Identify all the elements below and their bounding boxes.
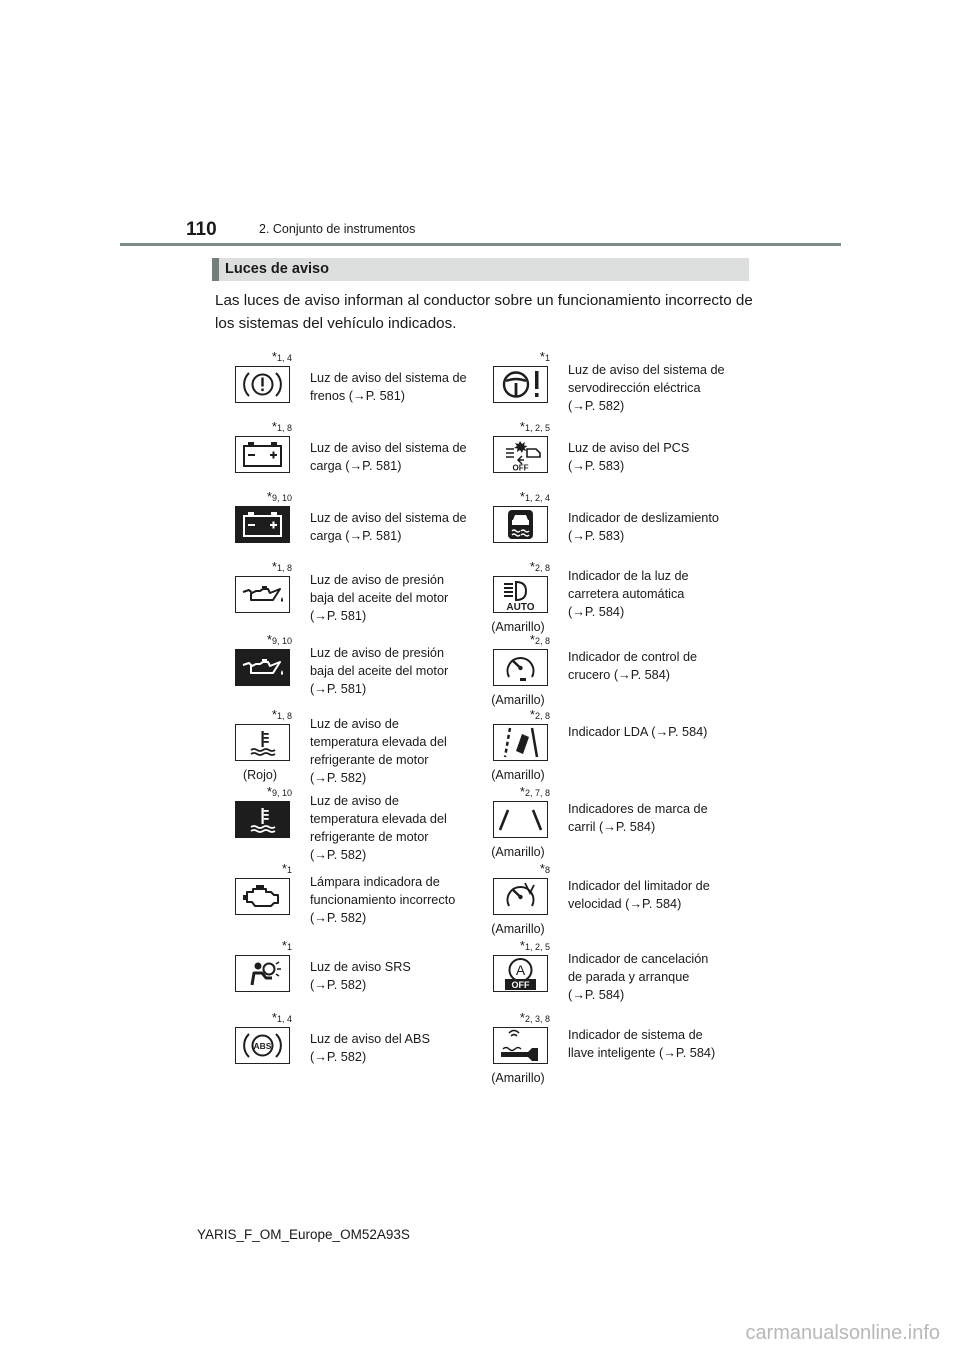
description-line: Luz de aviso del sistema de bbox=[310, 511, 467, 525]
description-line: baja del aceite del motor bbox=[310, 591, 449, 605]
warning-light-description bbox=[310, 958, 485, 994]
footnote-numbers: 1 bbox=[286, 942, 292, 952]
color-note: (Rojo) bbox=[242, 768, 278, 782]
warning-light-entry bbox=[212, 707, 472, 785]
warning-light-entry bbox=[212, 632, 472, 702]
color-note: (Amarillo) bbox=[491, 620, 545, 634]
description-line: carril (→P. 584) bbox=[568, 820, 656, 834]
description-line: Lámpara indicadora de bbox=[310, 875, 440, 889]
warning-light-description bbox=[568, 567, 743, 621]
footnote-marks bbox=[470, 1010, 550, 1025]
description-line: Indicador LDA (→P. 584) bbox=[568, 725, 708, 739]
footnote-numbers: 2, 8 bbox=[534, 711, 550, 721]
warning-light-description bbox=[568, 723, 743, 741]
section-tab bbox=[212, 258, 219, 281]
footnote-numbers: 9, 10 bbox=[271, 493, 292, 503]
description-line: Luz de aviso del PCS bbox=[568, 441, 690, 455]
description-line: temperatura elevada del bbox=[310, 812, 447, 826]
description-line: (→P. 582) bbox=[310, 911, 367, 925]
description-line: (→P. 582) bbox=[568, 399, 625, 413]
description-line: baja del aceite del motor bbox=[310, 664, 449, 678]
description-line: (→P. 582) bbox=[310, 771, 367, 785]
coolant-temperature-icon bbox=[235, 724, 290, 761]
color-note: (Amarillo) bbox=[491, 845, 545, 859]
smart-key-icon bbox=[493, 1027, 548, 1064]
footnote-star: * bbox=[519, 784, 525, 799]
footnote-marks bbox=[470, 707, 550, 722]
oil-pressure-icon bbox=[235, 649, 290, 686]
warning-light-entry bbox=[470, 559, 730, 634]
description-line: Luz de aviso del sistema de bbox=[310, 441, 467, 455]
description-line: refrigerante de motor bbox=[310, 830, 429, 844]
description-line: funcionamiento incorrecto bbox=[310, 893, 456, 907]
footnote-marks bbox=[470, 861, 550, 876]
svg-text:A: A bbox=[515, 962, 526, 978]
oil-pressure-icon bbox=[235, 576, 290, 613]
footnote-star: * bbox=[519, 419, 525, 434]
description-line: (→P. 583) bbox=[568, 529, 625, 543]
warning-light-description bbox=[310, 1030, 485, 1066]
description-line: (→P. 582) bbox=[310, 978, 367, 992]
description-line: Luz de aviso del ABS bbox=[310, 1032, 430, 1046]
pcs-off-icon bbox=[493, 436, 548, 473]
warning-light-entry bbox=[470, 419, 730, 489]
intro-paragraph: Las luces de aviso informan al conductor sobre un funcionamiento incorrecto de los sistemas del vehículo indicados. bbox=[215, 292, 753, 332]
warning-light-description bbox=[568, 950, 743, 1004]
footnote-numbers: 1, 4 bbox=[276, 1014, 292, 1024]
description-line: velocidad (→P. 584) bbox=[568, 897, 682, 911]
warning-light-entry bbox=[470, 707, 730, 782]
description-line: Indicadores de marca de bbox=[568, 802, 708, 816]
description-line: servodirección eléctrica bbox=[568, 381, 701, 395]
footnote-star: * bbox=[539, 861, 545, 876]
description-line: Luz de aviso de presión bbox=[310, 573, 445, 587]
warning-light-description bbox=[310, 509, 485, 545]
warning-light-description bbox=[568, 800, 743, 836]
check-engine-icon bbox=[235, 878, 290, 915]
footnote-numbers: 1, 8 bbox=[276, 423, 292, 433]
srs-airbag-icon bbox=[235, 955, 290, 992]
section-heading-bar bbox=[212, 258, 749, 281]
warning-light-description bbox=[310, 873, 485, 927]
footnote-numbers: 2, 3, 8 bbox=[524, 1014, 550, 1024]
cruise-control-icon bbox=[493, 649, 548, 686]
warning-light-entry bbox=[212, 784, 472, 862]
footer-code: YARIS_F_OM_Europe_OM52A93S bbox=[197, 1227, 410, 1242]
description-line: refrigerante de motor bbox=[310, 753, 429, 767]
footnote-numbers: 1 bbox=[544, 353, 550, 363]
description-line: (→P. 584) bbox=[568, 605, 625, 619]
warning-light-entry bbox=[470, 861, 730, 936]
color-note: (Amarillo) bbox=[491, 693, 545, 707]
power-steering-icon bbox=[493, 366, 548, 403]
footnote-star: * bbox=[281, 861, 287, 876]
footnote-numbers: 2, 8 bbox=[534, 636, 550, 646]
battery-icon bbox=[235, 506, 290, 543]
footnote-marks bbox=[212, 349, 292, 364]
warning-light-entry bbox=[212, 938, 472, 1008]
description-line: Luz de aviso de bbox=[310, 717, 399, 731]
warning-light-entry bbox=[212, 861, 472, 931]
footnote-numbers: 8 bbox=[544, 865, 550, 875]
warning-light-description bbox=[568, 509, 743, 545]
footnote-star: * bbox=[529, 632, 535, 647]
footnote-marks bbox=[212, 1010, 292, 1025]
description-line: carretera automática bbox=[568, 587, 685, 601]
description-line: (→P. 583) bbox=[568, 459, 625, 473]
footnote-star: * bbox=[529, 707, 535, 722]
description-line: Luz de aviso SRS bbox=[310, 960, 411, 974]
footnote-star: * bbox=[519, 489, 525, 504]
footnote-numbers: 1, 8 bbox=[276, 711, 292, 721]
description-line: de parada y arranque bbox=[568, 970, 690, 984]
footnote-numbers: 2, 8 bbox=[534, 563, 550, 573]
description-line: frenos (→P. 581) bbox=[310, 389, 405, 403]
auto-high-beam-icon bbox=[493, 576, 548, 613]
footnote-marks bbox=[470, 419, 550, 434]
speed-limiter-icon bbox=[493, 878, 548, 915]
stop-start-off-icon bbox=[493, 955, 548, 992]
footnote-star: * bbox=[281, 938, 287, 953]
description-line: Luz de aviso del sistema de bbox=[310, 371, 467, 385]
warning-light-description bbox=[310, 439, 485, 475]
description-line: Indicador de cancelación bbox=[568, 952, 709, 966]
footnote-numbers: 1, 4 bbox=[276, 353, 292, 363]
chapter-title: 2. Conjunto de instrumentos bbox=[259, 222, 416, 236]
warning-light-entry bbox=[212, 1010, 472, 1080]
warning-light-description bbox=[310, 792, 485, 864]
footnote-star: * bbox=[539, 349, 545, 364]
warning-light-entry bbox=[212, 349, 472, 419]
lane-markers-icon bbox=[493, 801, 548, 838]
footnote-numbers: 1, 2, 5 bbox=[524, 423, 550, 433]
warning-light-entry bbox=[470, 489, 730, 559]
footnote-numbers: 9, 10 bbox=[271, 636, 292, 646]
footnote-numbers: 1, 8 bbox=[276, 563, 292, 573]
warning-light-description bbox=[568, 361, 743, 415]
footnote-numbers: 1, 2, 4 bbox=[524, 493, 550, 503]
description-line: crucero (→P. 584) bbox=[568, 668, 671, 682]
footnote-star: * bbox=[529, 559, 535, 574]
lda-icon bbox=[493, 724, 548, 761]
footnote-marks bbox=[212, 489, 292, 504]
description-line: Indicador de sistema de bbox=[568, 1028, 703, 1042]
footnote-marks bbox=[470, 938, 550, 953]
description-line: (→P. 581) bbox=[310, 682, 367, 696]
footnote-star: * bbox=[271, 559, 277, 574]
footnote-marks bbox=[212, 559, 292, 574]
footnote-numbers: 1 bbox=[286, 865, 292, 875]
footnote-star: * bbox=[266, 632, 272, 647]
color-note: (Amarillo) bbox=[491, 768, 545, 782]
warning-light-entry bbox=[212, 559, 472, 629]
footnote-star: * bbox=[266, 489, 272, 504]
description-line: (→P. 584) bbox=[568, 988, 625, 1002]
description-line: temperatura elevada del bbox=[310, 735, 447, 749]
footnote-star: * bbox=[271, 1010, 277, 1025]
footnote-marks bbox=[470, 559, 550, 574]
warning-light-description bbox=[568, 439, 743, 475]
svg-text:ABS: ABS bbox=[253, 1041, 272, 1051]
description-line: Indicador de control de bbox=[568, 650, 698, 664]
description-line: (→P. 581) bbox=[310, 609, 367, 623]
description-line: Luz de aviso de bbox=[310, 794, 399, 808]
warning-light-entry bbox=[470, 784, 730, 859]
warning-light-entry bbox=[212, 489, 472, 559]
footnote-marks bbox=[212, 784, 292, 799]
footnote-star: * bbox=[519, 938, 525, 953]
page-number: 110 bbox=[186, 219, 217, 240]
footnote-numbers: 9, 10 bbox=[271, 788, 292, 798]
svg-text:AUTO: AUTO bbox=[506, 602, 535, 612]
description-line: Indicador de deslizamiento bbox=[568, 511, 719, 525]
warning-light-description bbox=[310, 715, 485, 787]
description-line: llave inteligente (→P. 584) bbox=[568, 1046, 716, 1060]
header-rule bbox=[120, 243, 841, 246]
footnote-star: * bbox=[271, 419, 277, 434]
description-line: (→P. 582) bbox=[310, 848, 367, 862]
description-line: Indicador del limitador de bbox=[568, 879, 710, 893]
color-note: (Amarillo) bbox=[491, 1071, 545, 1085]
warning-light-description bbox=[568, 877, 743, 913]
footnote-marks bbox=[212, 861, 292, 876]
svg-text:OFF: OFF bbox=[512, 463, 529, 472]
brake-warning-icon bbox=[235, 366, 290, 403]
footnote-star: * bbox=[271, 349, 277, 364]
footnote-numbers: 1, 2, 5 bbox=[524, 942, 550, 952]
description-line: (→P. 582) bbox=[310, 1050, 367, 1064]
description-line: Indicador de la luz de bbox=[568, 569, 689, 583]
footnote-marks bbox=[212, 707, 292, 722]
warning-light-entry bbox=[470, 349, 730, 419]
slip-indicator-icon bbox=[493, 506, 548, 543]
footnote-numbers: 2, 7, 8 bbox=[524, 788, 550, 798]
svg-text:OFF: OFF bbox=[511, 980, 530, 990]
coolant-temperature-icon bbox=[235, 801, 290, 838]
warning-light-entry bbox=[470, 1010, 730, 1085]
footnote-star: * bbox=[519, 1010, 525, 1025]
warning-light-description bbox=[568, 1026, 743, 1062]
warning-light-description bbox=[310, 369, 485, 405]
battery-icon bbox=[235, 436, 290, 473]
footnote-marks bbox=[212, 938, 292, 953]
footnote-marks bbox=[470, 349, 550, 364]
warning-light-entry bbox=[470, 938, 730, 1008]
warning-light-description bbox=[310, 644, 485, 698]
watermark: carmanualsonline.info bbox=[745, 1322, 940, 1344]
footnote-star: * bbox=[271, 707, 277, 722]
warning-light-entry bbox=[470, 632, 730, 707]
footnote-marks bbox=[212, 632, 292, 647]
warning-light-description bbox=[310, 571, 485, 625]
warning-light-description bbox=[568, 648, 743, 684]
footnote-marks bbox=[470, 784, 550, 799]
warning-light-entry bbox=[212, 419, 472, 489]
footnote-star: * bbox=[266, 784, 272, 799]
description-line: carga (→P. 581) bbox=[310, 459, 402, 473]
abs-icon bbox=[235, 1027, 290, 1064]
footnote-marks bbox=[212, 419, 292, 434]
description-line: Luz de aviso del sistema de bbox=[568, 363, 725, 377]
color-note: (Amarillo) bbox=[491, 922, 545, 936]
description-line: carga (→P. 581) bbox=[310, 529, 402, 543]
footnote-marks bbox=[470, 489, 550, 504]
section-title: Luces de aviso bbox=[225, 261, 329, 277]
description-line: Luz de aviso de presión bbox=[310, 646, 445, 660]
footnote-marks bbox=[470, 632, 550, 647]
